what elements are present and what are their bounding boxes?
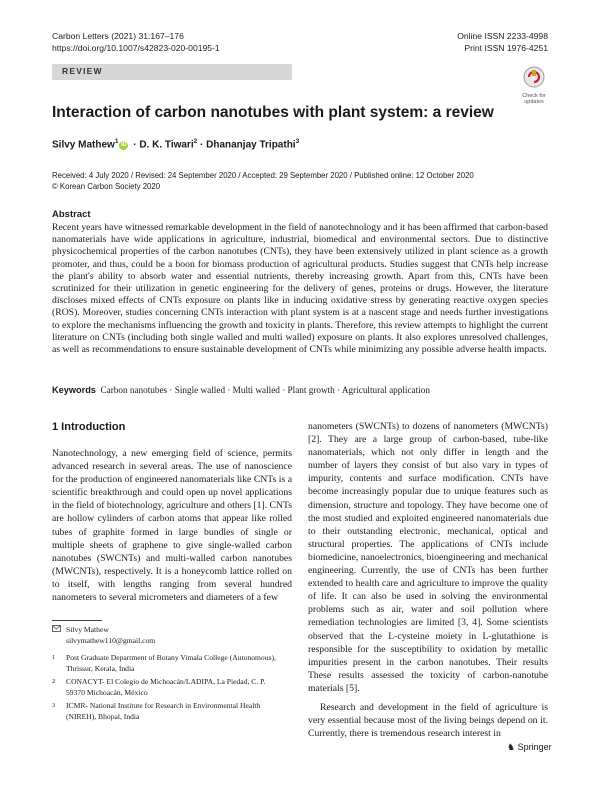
affiliation-3 (52, 701, 282, 722)
author-list: Silvy Mathew$^1$iD · D. K. Tiwari$^2$ · Dhananjay Tripathi$^3$ (52, 138, 300, 151)
paragraph: Nanotechnology, a new emerging field of science, permits advanced research in several areas. The use of nanoscience for the production of engineered nanomaterials like CNTs is a scientific breakthrough and could open up novel applications in the field of biotechnology, agriculture and others [1]. CNTs are hollow cylinders of carbon atoms that appear like rolled tubes of graphite formed in large bundles of single or multiple sheets of graphene to give single-walled carbon nanotubes (SWCNTs) and multi-walled carbon nanotubes (MWCNTs), respectively. It is a honeycomb lattice rolled on to itself, with lengths ranging from several hundred nanometers to several micrometers and diameters of a few (52, 448, 293, 604)
journal-citation: Carbon Letters (2021) 31:167–176 (52, 31, 184, 41)
body-column-right (308, 420, 548, 740)
abstract-heading: Abstract (52, 209, 91, 220)
footnote-rule (52, 620, 102, 621)
author-name[interactable]: D. K. Tiwari (139, 139, 194, 151)
body-column-left (52, 447, 292, 604)
keywords (52, 385, 430, 395)
mail-icon (52, 625, 61, 636)
keywords-label: Keywords (52, 385, 96, 395)
author-name[interactable]: Dhananjay Tripathi (206, 139, 296, 151)
abstract-text: Recent years have witnessed remarkable development in the field of nanotechnology and it has been affirmed that carbon-based nanomaterials have wide applications in agriculture, industrial, biomedical and environmental sectors. Due to distinctive physicochemical properties of the carbon nanotubes (CNTs), they have been extensively utilized in plant science as a growth promoter, and thus, could be a boon for biomass production of agricultural products. Studies suggest that CNTs help increase the plant's ability to absorb water and essential nutrients, thereby increasing growth. Apart from this, CNTs have been scrutinized for their utilization in genetic engineering for the delivery of genes, proteins or drugs. However, the literature discloses mixed effects of CNTs exposure on plants like in inducing oxidative stress by generating reactive oxygen species (ROS). Moreover, studies concerning CNTs interaction with plant system is at a nascent stage and needs further investigations to explore the mechanisms influencing the growth and toxicity in plants. Therefore, this review attempts to highlight the current literature on CNTs (including both single walled and multi walled) exposure on plants. It also explores unresolved challenges, as well as recommendations to ensure sustainable development of CNTs while minimizing any possible adverse health impacts. (52, 222, 548, 356)
contact-email[interactable]: silvymathew110@gmail.com (66, 635, 156, 645)
article-dates (52, 170, 474, 192)
copyright: © Korean Carbon Society 2020 (52, 182, 161, 191)
check-for-updates-badge[interactable] (519, 66, 549, 105)
author-name[interactable]: Silvy Mathew (52, 139, 115, 151)
publisher-logo (507, 742, 552, 753)
affiliation-2 (52, 677, 282, 698)
print-issn: Print ISSN 1976-4251 (464, 43, 548, 53)
affiliation-text: Post Graduate Department of Botany Vimala College (Autonomous), Thrissur, Kerala, India (66, 653, 276, 673)
category-label: REVIEW (62, 66, 103, 76)
affiliation-text: CONACYT- El Colegio de Michoacán/LADIPA, La Piedad, C. P. 59370 Michoacán, México (66, 677, 266, 697)
paragraph: Research and development in the field of agriculture is very essential because most of the living beings depend on it. Currently, there is tremendous research interest in (308, 701, 548, 740)
orcid-icon[interactable]: iD (120, 142, 127, 149)
author-affil: 3 (295, 138, 300, 145)
springer-horse-icon: ♞ (507, 742, 516, 752)
author-affil: 1 (114, 138, 119, 145)
corresponding-author (52, 625, 292, 646)
check-updates-line1: Check for (522, 93, 546, 99)
affiliation-1 (52, 653, 282, 674)
check-updates-icon (519, 66, 549, 88)
affiliation-number: 1 (52, 654, 56, 661)
affiliation-number: 3 (52, 702, 56, 709)
author-affil: 2 (193, 138, 198, 145)
article-title: Interaction of carbon nanotubes with plant system: a review (52, 104, 494, 121)
contact-name: Silvy Mathew (66, 625, 109, 634)
affiliation-number: 2 (52, 678, 56, 685)
paragraph: nanometers (SWCNTs) to dozens of nanometers (MWCNTs) [2]. They are a large group of carbon-based, tube-like nanomaterials, which not only differ in length and the number of layers they consist of but also vary in types of impurity, contents and surface modification. CNTs have become increasingly popular due to unique features such as dimension, structure and topology. They have become one of the most studied and exploited engineered nanomaterials due to their outstanding electronic, mechanical, optical and structural properties. The applications of CNTs include biomedicine, nanoelectronics, bioengineering and mechanical engineering. Currently, the use of CNTs has been further extended to health care and agriculture to improve the quality of life. It can also be used in solving the environmental problems such as air, water and soil pollution where remediation technologies are limited [3, 4]. Some scientists observed that the L-cysteine moiety in L-glutathione is responsible for the susceptibility to oxidation by metallic impurities present in the carbon nanotubes. Their results These results assessed the toxicity of carbon-nanotube materials [5]. (308, 421, 548, 694)
online-issn: Online ISSN 2233-4998 (457, 31, 548, 41)
keywords-text: Carbon nanotubes · Single walled · Multi walled · Plant growth · Agricultural application (100, 385, 430, 395)
history-dates: Received: 4 July 2020 / Revised: 24 September 2020 / Accepted: 29 September 2020 / Published online: 12 October 2020 (52, 171, 474, 180)
check-updates-line2: updates (524, 99, 544, 105)
affiliation-text: ICMR- National Institute for Research in Environmental Health (NIREH), Bhopal, India (66, 701, 261, 721)
section-heading: 1 Introduction (52, 421, 126, 433)
doi-link[interactable]: https://doi.org/10.1007/s42823-020-00195-1 (52, 43, 220, 53)
publisher-name: Springer (517, 742, 552, 752)
